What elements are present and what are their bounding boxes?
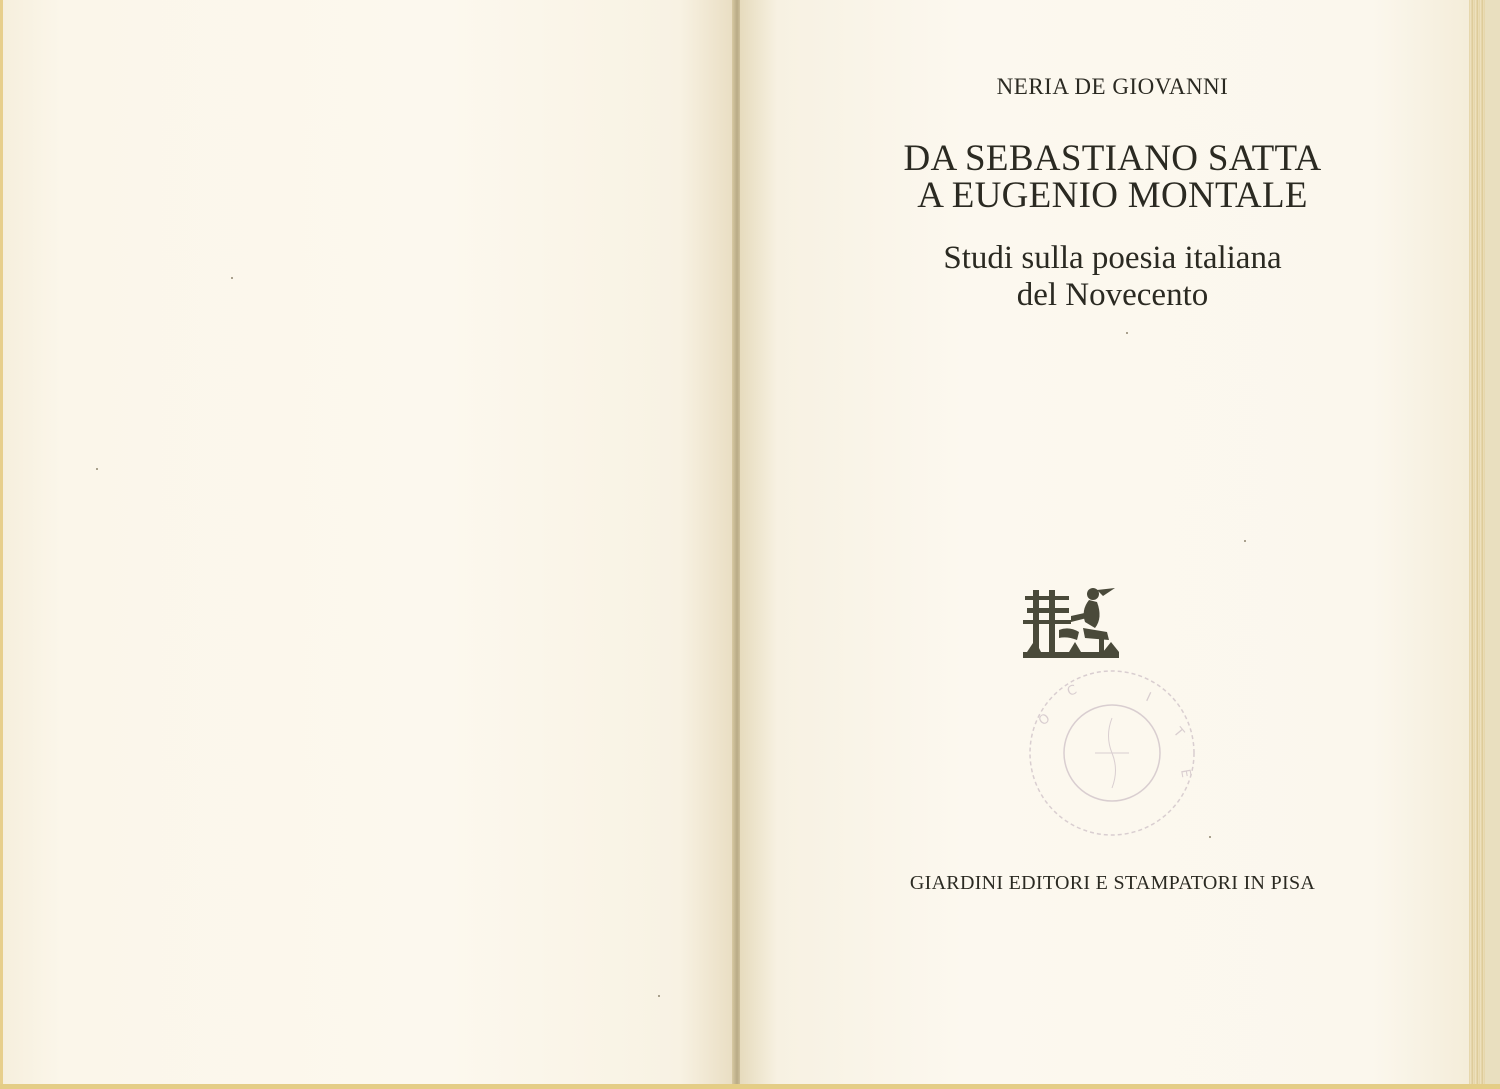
book-subtitle-line-1: Studi sulla poesia italiana — [943, 240, 1282, 276]
page-edge-stack — [1469, 0, 1485, 1089]
paper-speck — [1209, 836, 1211, 838]
left-page-blank — [0, 0, 738, 1089]
printing-press-emblem-icon — [1023, 582, 1123, 666]
svg-text:O: O — [1035, 710, 1054, 730]
book-subtitle — [740, 240, 1485, 314]
paper-speck — [96, 468, 98, 470]
paper-speck — [231, 277, 233, 279]
paper-speck — [1244, 540, 1246, 542]
book-title — [740, 140, 1485, 214]
svg-text:C: C — [1065, 682, 1079, 700]
publisher-name: GIARDINI EDITORI E STAMPATORI IN PISA — [909, 872, 1316, 894]
author-name: NERIA DE GIOVANNI — [996, 74, 1229, 99]
book-title-line-2: A EUGENIO MONTALE — [917, 175, 1308, 216]
title-page — [740, 0, 1485, 1089]
paper-speck — [1126, 332, 1128, 334]
svg-text:T: T — [1169, 724, 1187, 741]
book-subtitle-line-2: del Novecento — [1016, 277, 1209, 313]
circular-library-stamp-icon — [1025, 666, 1199, 840]
svg-text:E: E — [1177, 768, 1194, 779]
paper-speck — [658, 995, 660, 997]
svg-text:I: I — [1143, 690, 1154, 706]
binding-bottom-edge — [0, 1084, 1500, 1089]
book-title-line-1: DA SEBASTIANO SATTA — [903, 138, 1322, 179]
